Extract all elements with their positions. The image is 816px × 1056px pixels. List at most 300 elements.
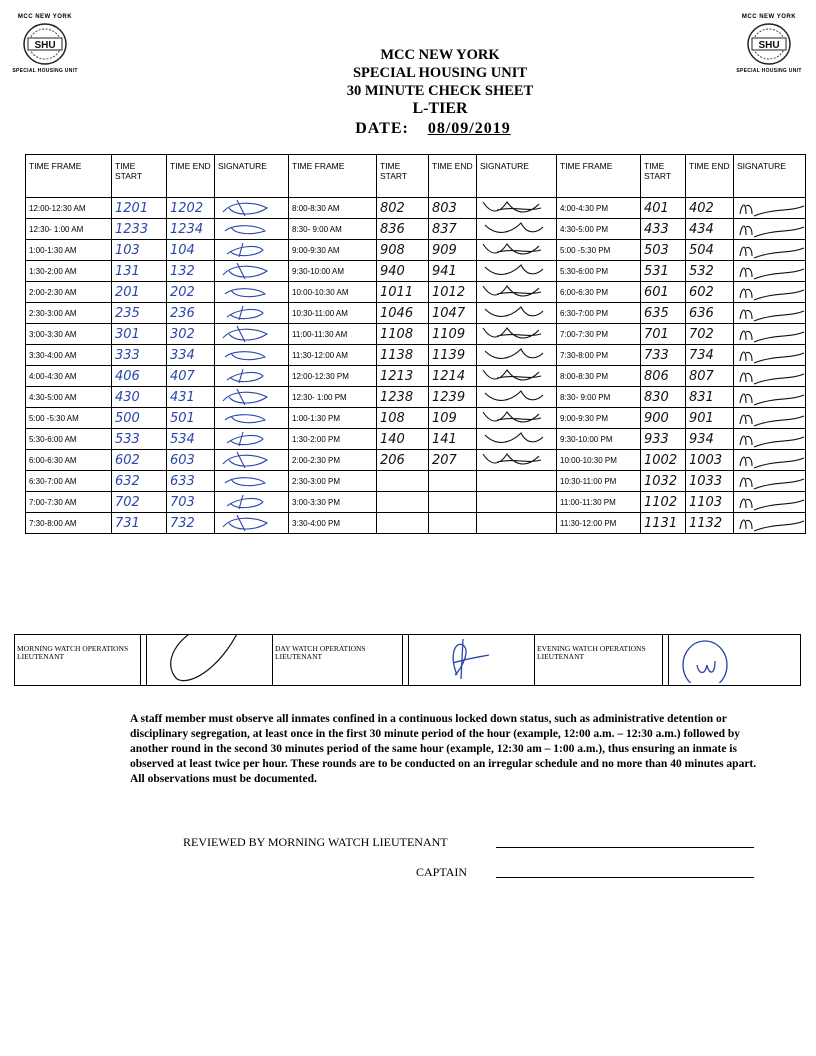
time-end-cell: 941 [429,261,477,282]
time-start-cell: 731 [112,513,167,534]
time-frame-cell: 12:30- 1:00 AM [26,219,112,240]
watch-lieutenant-boxes [14,634,801,686]
signature-mark [477,261,551,281]
time-frame-cell: 5:30-6:00 PM [557,261,641,282]
signature-cell [477,261,557,282]
signature-cell [215,345,289,366]
signature-cell [215,282,289,303]
signature-cell [477,198,557,219]
time-end-cell: 901 [686,408,734,429]
time-end-cell: 402 [686,198,734,219]
table-row [26,513,806,534]
time-end-cell: 1214 [429,366,477,387]
signature-mark [215,240,289,260]
tier-name: L-TIER [412,100,468,117]
table-row [26,450,806,471]
time-frame-cell: 4:30-5:00 AM [26,387,112,408]
time-frame-cell: 4:00-4:30 AM [26,366,112,387]
signature-mark [734,219,806,239]
signature-cell [734,240,806,261]
morning-signature-mark [147,635,273,683]
signature-cell [215,387,289,408]
time-frame-cell: 12:00-12:30 AM [26,198,112,219]
time-frame-cell: 8:30- 9:00 AM [289,219,377,240]
signature-mark [734,408,806,428]
time-frame-cell: 11:00-11:30 PM [557,492,641,513]
time-start-cell: 1201 [112,198,167,219]
time-end-cell: 1234 [167,219,215,240]
time-end-cell: 407 [167,366,215,387]
time-start-cell: 802 [377,198,429,219]
signature-mark [215,387,289,407]
time-end-cell: 431 [167,387,215,408]
signature-mark [215,366,289,386]
signature-cell [215,219,289,240]
signature-mark [215,471,289,491]
logo-center-text: SHU [34,40,56,51]
logo-bottom-text: SPECIAL HOUSING UNIT [12,68,78,74]
signature-mark [477,324,551,344]
header-signature: SIGNATURE [215,155,289,198]
time-start-cell: 1108 [377,324,429,345]
signature-cell [477,387,557,408]
time-frame-cell: 5:00 -5:30 PM [557,240,641,261]
signature-cell [477,303,557,324]
time-end-cell: 1139 [429,345,477,366]
morning-watch-signature [147,635,273,686]
time-frame-cell: 8:00-8:30 PM [557,366,641,387]
signature-cell [477,324,557,345]
signature-mark [215,408,289,428]
signature-mark [477,240,551,260]
time-frame-cell: 7:30-8:00 PM [557,345,641,366]
signature-mark [477,282,551,302]
header-time-start: TIME START [377,155,429,198]
time-end-cell: 702 [686,324,734,345]
time-end-cell: 1239 [429,387,477,408]
time-end-cell: 732 [167,513,215,534]
time-start-cell: 103 [112,240,167,261]
table-row [26,240,806,261]
signature-mark [734,345,806,365]
table-row [26,366,806,387]
date-label: DATE: [355,120,409,137]
signature-cell [215,324,289,345]
captain-label: CAPTAIN [416,865,468,879]
signature-cell [734,471,806,492]
time-end-cell: 504 [686,240,734,261]
time-end-cell: 909 [429,240,477,261]
time-frame-cell: 6:00-6:30 PM [557,282,641,303]
signature-cell [734,450,806,471]
header-time-frame: TIME FRAME [26,155,112,198]
header-time-start: TIME START [641,155,686,198]
time-start-cell: 1102 [641,492,686,513]
signature-cell [734,303,806,324]
time-end-cell: 434 [686,219,734,240]
time-frame-cell: 11:00-11:30 AM [289,324,377,345]
time-end-cell: 302 [167,324,215,345]
signature-mark [734,366,806,386]
time-start-cell: 1002 [641,450,686,471]
morning-watch-label: MORNING WATCH OPERATIONS LIEUTENANT [15,635,141,686]
reviewed-by-signature-line [496,837,754,848]
signature-cell [477,492,557,513]
signature-cell [215,450,289,471]
time-start-cell: 733 [641,345,686,366]
observation-notice: A staff member must observe all inmates confined in a continuous locked down status, such as administrative detention or disciplinary segregation, at least once in the first 30 minute period of the hour (example, 12:00 a.m. – 12:30 a.m.) followed by another round in the second 30 minutes period of the same hour (example, 12:30 am – 1:00 a.m.), thus ensuring an inmate is observed at least twice per hour. These rounds are to be conducted on an irregular schedule and no more than 40 minutes apart. All observations must be documented. [130,713,757,785]
signature-mark [477,219,551,239]
signature-cell [734,366,806,387]
time-start-cell: 531 [641,261,686,282]
time-start-cell: 108 [377,408,429,429]
sheet-title: 30 MINUTE CHECK SHEET [346,83,534,99]
table-row [26,303,806,324]
time-frame-cell: 12:30- 1:00 PM [289,387,377,408]
table-row [26,282,806,303]
time-frame-cell: 2:30-3:00 PM [289,471,377,492]
time-start-cell: 1213 [377,366,429,387]
time-start-cell: 235 [112,303,167,324]
signature-mark [734,324,806,344]
signature-mark [477,450,551,470]
time-end-cell: 734 [686,345,734,366]
time-start-cell: 430 [112,387,167,408]
time-frame-cell: 6:30-7:00 AM [26,471,112,492]
time-start-cell: 1131 [641,513,686,534]
signature-mark [215,324,289,344]
time-frame-cell: 4:30-5:00 PM [557,219,641,240]
time-frame-cell: 4:00-4:30 PM [557,198,641,219]
signature-cell [215,303,289,324]
signature-mark [477,303,551,323]
signature-cell [215,471,289,492]
time-end-cell: 104 [167,240,215,261]
time-end-cell: 532 [686,261,734,282]
reviewed-by-label: REVIEWED BY MORNING WATCH LIEUTENANT [183,835,448,849]
date-value: 08/09/2019 [427,120,511,137]
time-end-cell: 202 [167,282,215,303]
table-row [26,408,806,429]
signature-cell [734,282,806,303]
time-frame-cell: 1:00-1:30 PM [289,408,377,429]
time-start-cell: 140 [377,429,429,450]
shu-logo-left [6,14,84,74]
signature-cell [734,198,806,219]
signature-cell [734,492,806,513]
logo-top-text: MCC NEW YORK [741,14,797,20]
signature-cell [215,408,289,429]
time-frame-cell: 11:30-12:00 PM [557,513,641,534]
table-row [26,492,806,513]
time-start-cell: 433 [641,219,686,240]
signature-cell [477,513,557,534]
time-end-cell: 1012 [429,282,477,303]
time-start-cell: 1046 [377,303,429,324]
time-end-cell: 603 [167,450,215,471]
time-end-cell: 132 [167,261,215,282]
time-frame-cell: 1:30-2:00 PM [289,429,377,450]
unit-name: SPECIAL HOUSING UNIT [352,65,528,81]
time-end-cell: 831 [686,387,734,408]
time-start-cell: 206 [377,450,429,471]
time-end-cell: 807 [686,366,734,387]
header-time-end: TIME END [167,155,215,198]
signature-cell [734,324,806,345]
time-frame-cell: 5:30-6:00 AM [26,429,112,450]
signature-mark [734,198,806,218]
table-row [26,324,806,345]
time-end-cell [429,492,477,513]
time-start-cell: 201 [112,282,167,303]
time-start-cell [377,471,429,492]
time-end-cell: 207 [429,450,477,471]
time-frame-cell: 2:00-2:30 AM [26,282,112,303]
time-frame-cell: 2:30-3:00 AM [26,303,112,324]
signature-cell [215,513,289,534]
signature-mark [734,387,806,407]
signature-cell [477,450,557,471]
signature-cell [734,408,806,429]
time-start-cell [377,492,429,513]
signature-cell [477,429,557,450]
header-time-end: TIME END [686,155,734,198]
signature-cell [734,429,806,450]
time-frame-cell: 3:30-4:00 AM [26,345,112,366]
header-signature: SIGNATURE [477,155,557,198]
time-start-cell: 131 [112,261,167,282]
table-row [26,198,806,219]
time-start-cell: 500 [112,408,167,429]
signature-mark [734,471,806,491]
header-time-end: TIME END [429,155,477,198]
header-time-frame: TIME FRAME [557,155,641,198]
time-start-cell: 900 [641,408,686,429]
day-signature-mark [409,635,535,683]
signature-mark [734,492,806,512]
signature-mark [734,261,806,281]
signature-mark [734,513,806,533]
time-end-cell: 334 [167,345,215,366]
signature-cell [215,261,289,282]
time-start-cell: 933 [641,429,686,450]
logo-top-text: MCC NEW YORK [17,14,73,20]
shu-seal-icon [746,22,792,66]
time-frame-cell: 12:00-12:30 PM [289,366,377,387]
time-frame-cell: 2:00-2:30 PM [289,450,377,471]
time-end-cell: 1202 [167,198,215,219]
time-end-cell: 703 [167,492,215,513]
time-end-cell: 236 [167,303,215,324]
time-end-cell: 141 [429,429,477,450]
time-start-cell: 533 [112,429,167,450]
time-start-cell: 503 [641,240,686,261]
time-start-cell [377,513,429,534]
date-row [240,120,640,138]
signature-mark [215,303,289,323]
time-end-cell: 534 [167,429,215,450]
time-start-cell: 836 [377,219,429,240]
signature-mark [477,429,551,449]
signature-mark [215,429,289,449]
signature-cell [477,408,557,429]
logo-center-text: SHU [758,40,780,51]
time-frame-cell: 1:00-1:30 AM [26,240,112,261]
time-start-cell: 940 [377,261,429,282]
time-frame-cell: 3:00-3:30 PM [289,492,377,513]
time-frame-cell: 9:30-10:00 PM [557,429,641,450]
time-frame-cell: 9:30-10:00 AM [289,261,377,282]
evening-watch-signature [669,635,801,686]
time-end-cell: 602 [686,282,734,303]
time-start-cell: 1233 [112,219,167,240]
signature-cell [734,387,806,408]
time-start-cell: 635 [641,303,686,324]
signature-cell [477,366,557,387]
signature-mark [215,282,289,302]
time-start-cell: 401 [641,198,686,219]
time-frame-cell: 11:30-12:00 AM [289,345,377,366]
signature-cell [477,282,557,303]
evening-signature-mark [669,635,801,683]
check-log-table [25,154,806,534]
time-frame-cell: 10:00-10:30 AM [289,282,377,303]
time-frame-cell: 10:30-11:00 AM [289,303,377,324]
time-start-cell: 806 [641,366,686,387]
header-signature: SIGNATURE [734,155,806,198]
time-end-cell [429,471,477,492]
time-frame-cell: 3:30-4:00 PM [289,513,377,534]
time-start-cell: 301 [112,324,167,345]
time-start-cell: 830 [641,387,686,408]
signature-mark [477,198,551,218]
signature-mark [215,513,289,533]
logo-bottom-text: SPECIAL HOUSING UNIT [736,68,802,74]
signature-mark [734,429,806,449]
time-end-cell: 934 [686,429,734,450]
signature-mark [734,450,806,470]
time-frame-cell: 7:30-8:00 AM [26,513,112,534]
time-frame-cell: 9:00-9:30 PM [557,408,641,429]
signature-cell [477,219,557,240]
signature-mark [734,303,806,323]
shu-seal-icon [22,22,68,66]
time-frame-cell: 7:00-7:30 AM [26,492,112,513]
signature-mark [215,450,289,470]
shu-logo-right [730,14,808,74]
time-end-cell: 633 [167,471,215,492]
time-frame-cell: 9:00-9:30 AM [289,240,377,261]
time-frame-cell: 6:00-6:30 AM [26,450,112,471]
signature-cell [215,429,289,450]
signature-mark [734,282,806,302]
time-end-cell: 109 [429,408,477,429]
time-start-cell: 632 [112,471,167,492]
time-frame-cell: 10:30-11:00 PM [557,471,641,492]
time-start-cell: 406 [112,366,167,387]
header-time-frame: TIME FRAME [289,155,377,198]
table-row [26,261,806,282]
signature-cell [215,492,289,513]
signature-cell [734,219,806,240]
sheet-header [240,46,640,138]
evening-watch-label: EVENING WATCH OPERATIONS LIEUTENANT [535,635,663,686]
captain-signature-line [496,867,754,878]
time-start-cell: 602 [112,450,167,471]
time-end-cell: 803 [429,198,477,219]
signature-cell [477,471,557,492]
signature-cell [215,198,289,219]
time-frame-cell: 1:30-2:00 AM [26,261,112,282]
time-frame-cell: 6:30-7:00 PM [557,303,641,324]
day-watch-label: DAY WATCH OPERATIONS LIEUTENANT [273,635,403,686]
time-frame-cell: 3:00-3:30 AM [26,324,112,345]
time-frame-cell: 8:00-8:30 AM [289,198,377,219]
check-log-body [26,198,806,534]
time-end-cell: 636 [686,303,734,324]
time-frame-cell: 5:00 -5:30 AM [26,408,112,429]
signature-cell [734,513,806,534]
time-frame-cell: 7:00-7:30 PM [557,324,641,345]
header-time-start: TIME START [112,155,167,198]
signature-mark [215,219,289,239]
signature-cell [215,366,289,387]
time-frame-cell: 10:00-10:30 PM [557,450,641,471]
signature-mark [215,492,289,512]
signature-cell [734,261,806,282]
signature-mark [215,345,289,365]
time-start-cell: 701 [641,324,686,345]
signature-mark [477,345,551,365]
time-start-cell: 1011 [377,282,429,303]
time-start-cell: 1138 [377,345,429,366]
signature-mark [477,366,551,386]
table-row [26,219,806,240]
time-start-cell: 908 [377,240,429,261]
table-row [26,387,806,408]
day-watch-signature [409,635,535,686]
time-end-cell: 1003 [686,450,734,471]
time-end-cell: 1047 [429,303,477,324]
time-end-cell: 837 [429,219,477,240]
table-row [26,345,806,366]
signature-mark [477,408,551,428]
time-end-cell: 1109 [429,324,477,345]
table-row [26,471,806,492]
signature-cell [477,345,557,366]
signature-mark [215,198,289,218]
time-start-cell: 1032 [641,471,686,492]
time-end-cell: 1033 [686,471,734,492]
facility-name: MCC NEW YORK [380,47,500,63]
signature-cell [734,345,806,366]
signature-cell [215,240,289,261]
signature-mark [215,261,289,281]
time-end-cell: 1103 [686,492,734,513]
time-end-cell [429,513,477,534]
time-start-cell: 702 [112,492,167,513]
time-start-cell: 333 [112,345,167,366]
time-start-cell: 1238 [377,387,429,408]
time-end-cell: 1132 [686,513,734,534]
time-frame-cell: 8:30- 9:00 PM [557,387,641,408]
time-start-cell: 601 [641,282,686,303]
table-row [26,429,806,450]
signature-cell [477,240,557,261]
table-header-row [26,155,806,198]
time-end-cell: 501 [167,408,215,429]
signature-mark [734,240,806,260]
